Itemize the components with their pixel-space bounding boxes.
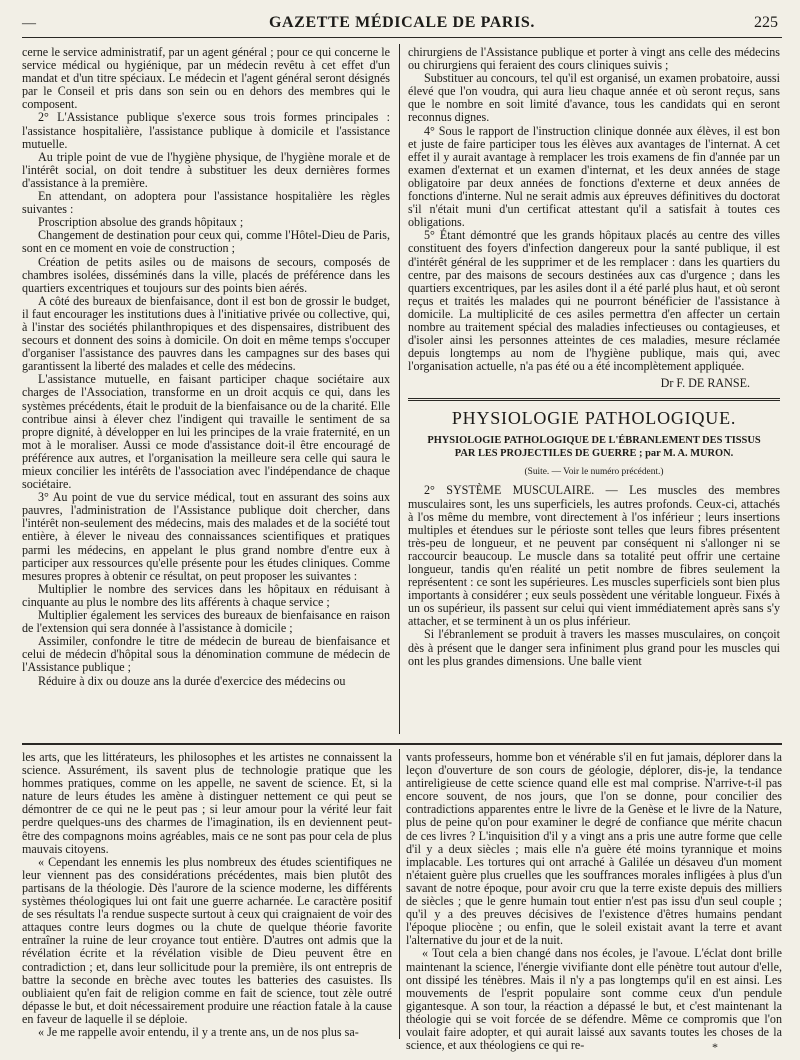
column-divider [399,44,400,734]
paragraph: « Tout cela a bien changé dans nos écoles, je l'avoue. L'éclat dont brille maintenant la science, l'énergie vivifiante dont elle pénètre tout autour d'elle, ont dissipé les ténèbres. Mais il n'y a pas longtemps qu'il en est ainsi. Les mouvements de l'esprit populaire sont comme ceux d'un pendule gigantesque. A son tour, la réaction a dépassé le but, et c'est maintenant la théologie qui se voit forcée de se défendre. Même ce compromis que l'on voulait faire adopter, et qui aurait laissé aux savants toutes les choses de la science, et aux théologiens ce qui re- [406,946,782,1053]
right-column [408,46,780,736]
journal-title: GAZETTE MÉDICALE DE PARIS. [268,14,535,31]
paragraph: Proscription absolue des grands hôpitaux ; [38,215,244,230]
paragraph: Multiplier le nombre des services dans les hôpitaux en réduisant à cinquante au plus le nombre des lits afférents à chaque service ; [22,581,390,609]
paragraph: vants professeurs, homme bon et vénérable s'il en fut jamais, déplorer dans la leçon d'ouverture de son cours de géologie, déplorer, dis-je, la tendance antireligieuse de cette science quand elle est mal comprise. N'arrive-t-il pas encore souvent, de nos jours, que l'on se donne, pour concilier des contradictions apparentes entre le livre de la Genèse et le livre de la Nature, plus de peine qu'on pour examiner le degré de confiance que mérite chacun de ces livres ? L'inquisition d'il y a vingt ans a pris une autre forme que celle d'il y a deux siècles ; mais elle n'a guère été moins tyrannique et moins implacable. Les tortures qui ont arraché à Galilée un désaveu d'un moment n'étaient guère plus cruelles que les souffrances morales infligées à plus d'un savant de notre époque, pour avoir cru que la terre existe depuis des milliers de siècles ; que le genre humain tout entier n'est pas issu d'un seul couple ; qu'il y a des preuves décisives de l'existence d'êtres humains pendant l'époque pliocène ; ou enfin, que le soleil existait avant la terre et avant l'alternative du jour et de la nuit. [406,750,782,948]
paragraph: Multiplier également les services des bureaux de bienfaisance en raison de l'extension qui sera donnée à l'assistance à domicile ; [22,608,390,636]
paragraph: cerne le service administratif, par un agent général ; pour ce qui concerne le service médical ou hygiénique, par un médecin revêtu à cet effet d'un mandat et d'un titre spéciaux. Le médecin et l'agent général seront désignés par le Conseil et pris dans son sein ou en dehors des membres qui le composent. [22,45,390,112]
paragraph: 3° Au point de vue du service médical, tout en assurant des soins aux pauvres, l'administration de l'Assistance publique doit chercher, dans l'intérêt non-seulement des médecins, mais des malades et de la société tout entière, à élever le niveau des connaissances scientifiques et pratiques parmi les médecins, en appelant le plus grand nombre d'entre eux à participer aux ressources qu'elle présente pour les études cliniques. Comme mesures propres à obtenir ce résultat, on peut proposer les suivantes : [22,490,390,583]
paragraph: « Cependant les ennemis les plus nombreux des études scientifiques ne leur viennent pas des considérations précédentes, mais bien plutôt des partisans de la théologie. Dès l'aurore de la science moderne, les différents systèmes théologiques lui ont fait une guerre acharnée. Le caractère positif de ses résultats l'a rendue suspecte surtout à ceux qui craignaient de voir des attaques contre leurs dogmes ou la chute de quelque théorie favorite entraîner la ruine de leur croyance tout entière. D'autres ont admis que la révélation écrite et la révélation visible de Dieu peuvent être en contradiction ; et, dans leur sollicitude pour la première, ils ont entrepris de battre la seconde en brèche avec toutes les batteries des casuistes. Ils oubliaient qu'en fait de religion comme en fait de science, tout zèle outré dépasse le but, et doit nécessairement produire une réaction fatale à la cause en faveur de laquelle il se déploie. [22,854,392,1026]
paragraph: « Je me rappelle avoir entendu, il y a trente ans, un de nos plus sa- [38,1024,359,1039]
paragraph: A côté des bureaux de bienfaisance, dont il est bon de grossir le budget, il faut encourager les institutions dues à l'initiative privée ou collective, qui, à l'instar des sociétés philanthropiques et des dispensaires, distribuent des secours et donnent des soins à domicile. On doit en même temps s'occuper d'organiser l'assistance des pauvres dans les campagnes sur des bases qui garantissent la liberté des malades et celle des médecins. [22,293,390,374]
column-divider [399,749,400,1039]
paragraph: Si l'ébranlement se produit à travers les masses musculaires, on conçoit dès à présent que le danger sera infiniment plus grand pour les muscles qui ont les plus grandes dimensions. Une balle vient [408,627,780,668]
paragraph: Assimiler, confondre le titre de médecin de bureau de bienfaisance et celui de médecin d'hôpital sous la dénomination commune de médecin de l'Assistance publique ; [22,634,390,675]
feuilleton-rule [22,743,782,745]
feuilleton-left-column [22,751,392,1041]
paragraph: Création de petits asiles ou de maisons de secours, composés de chambres isolées, disséminés dans la ville, placés de préférence dans les quartiers excentriques et toujours sur des points bien aérés. [22,254,390,295]
page-number: 225 [754,14,778,31]
section-title: PHYSIOLOGIE PATHOLOGIQUE. [451,408,737,429]
author-signature: Dr F. DE RANSE. [660,376,750,391]
left-column [22,46,390,736]
paragraph: 5° Étant démontré que les grands hôpitaux placés au centre des villes constituent des foyers d'infection dangereux pour la santé publique, il est d'intérêt général de les supprimer et de les remplacer : dans les quartiers du centre, par des maisons de secours destinées aux cas d'urgence ; dans les quartiers excentriques, par les asiles dont il a été parlé plus haut, et où seront reçus et traités les malades qui ne pourront bénéficier de l'assistance à domicile. La multiplicité de ces asiles permettra d'en affecter un certain nombre au traitement spécial des maladies infectieuses ou contagieuses, et d'isoler ainsi les personnes atteintes de ces maladies, mesure réclamée depuis longtemps au nom de l'hygiène publique, mais qui, avec l'organisation actuelle, n'a pas été ou a été incomplètement appliquée. [408,228,780,374]
paragraph: Changement de destination pour ceux qui, comme l'Hôtel-Dieu de Paris, sont en ce moment en voie de construction ; [22,228,390,256]
footer-mark: * [712,1040,718,1054]
paragraph: L'assistance mutuelle, en faisant participer chaque sociétaire aux charges de l'Association, transforme en un droit acquis ce qui, dans les systèmes précédents, était le produit de la bienfaisance ou de la charité. Elle contribue ainsi à élever chez l'indigent qui travaille le sentiment de sa propre dignité, à développer en lui les principes de la vraie fraternité, en un mot à le moraliser. Aussi ce mode d'assistance doit-il être encouragé de préférence aux autres, et l'organisation la meilleure sera celle qui saura le mieux concilier les intérêts de l'association avec l'indépendance de chaque sociétaire. [22,372,390,492]
paragraph: 2° SYSTÈME MUSCULAIRE. — Les muscles des membres musculaires sont, les uns superficiels, les autres profonds. Ceux-ci, attachés à l'os même du membre, vont directement à l'os inférieur ; leurs insertions multiples et étendues sur le périoste sont telles que leurs fibres présentent très-peu de longueur, et ne peuvent par conséquent ni s'allonger ni se raccourcir beaucoup. Le muscle dans sa totalité peut offrir une certaine longueur, tandis qu'en réalité un petit nombre de fibres seulement la représentent : ce sont les supérieures. Les muscles superficiels sont bien plus importants à considérer ; eux seuls possèdent une véritable longueur. Fixés à un os supérieur, ils passent sur celui qui vient immédiatement après sans s'y attacher, et se terminent à un os plus inférieur. [408,483,780,629]
paragraph: Substituer au concours, tel qu'il est organisé, un examen probatoire, aussi élevé que l'on voudra, qui aura lieu chaque année et où seront reçus, sans que le nombre en soit limité d'avance, tous les candidats qui en seront reconnus dignes. [408,71,780,125]
section-rule [408,398,780,401]
paragraph: 2° L'Assistance publique s'exerce sous trois formes principales : l'assistance hospitalière, l'assistance publique à domicile et l'assistance mutuelle. [22,110,390,151]
paragraph: chirurgiens de l'Assistance publique et porter à vingt ans celle des médecins ou chirurgiens qui feraient des cours cliniques suivis ; [408,45,780,73]
page-header [22,12,782,38]
article-subtitle: PHYSIOLOGIE PATHOLOGIQUE DE L'ÉBRANLEMENT DES TISSUS PAR LES PROJECTILES DE GUERRE ; par M. A. MURON. [427,435,761,459]
paragraph: les arts, que les littérateurs, les philosophes et les artistes ne connaissent la science. Assurément, ils savent plus de technologie pratique que les hommes pratiques, comme on les appelle, ne savent de science. Et, si la nature de leurs études les amène à distinguer nettement ce qui peut se démontrer de ce qui ne le peut pas ; si leur amour pour la vérité leur fait perdre quelques-uns des charmes de l'imagination, ils en deviennent peut-être des compagnons moins agréables, mais ce ne sont pas pour cela de plus mauvais citoyens. [22,750,392,856]
feuilleton-right-column [406,750,782,1053]
paragraph: 4° Sous le rapport de l'instruction clinique donnée aux élèves, il est bon et juste de faire participer tous les élèves aux avantages de l'internat. A cet effet il y aurait avantage à remplacer les trois examens de fin d'année par un examen d'externat et un examen d'internat, et les deux années de stage obligatoire par deux années de fonctions d'externe et deux années de fonctions d'interne. Nul ne serait admis aux épreuves définitives du doctorat s'il n'était muni d'un certificat attestant qu'il a satisfait à toutes ces obligations. [408,123,780,230]
paragraph: Au triple point de vue de l'hygiène physique, de l'hygiène morale et de l'intérêt social, on doit tendre à substituer les deux dernières formes d'assistance à la première. [22,149,390,190]
continuation-note: (Suite. — Voir le numéro précédent.) [524,467,664,478]
paragraph: En attendant, on adoptera pour l'assistance hospitalière les règles suivantes : [22,189,390,217]
paragraph: Réduire à dix ou douze ans la durée d'exercice des médecins ou [38,673,346,688]
header-left-mark: — [22,16,36,31]
